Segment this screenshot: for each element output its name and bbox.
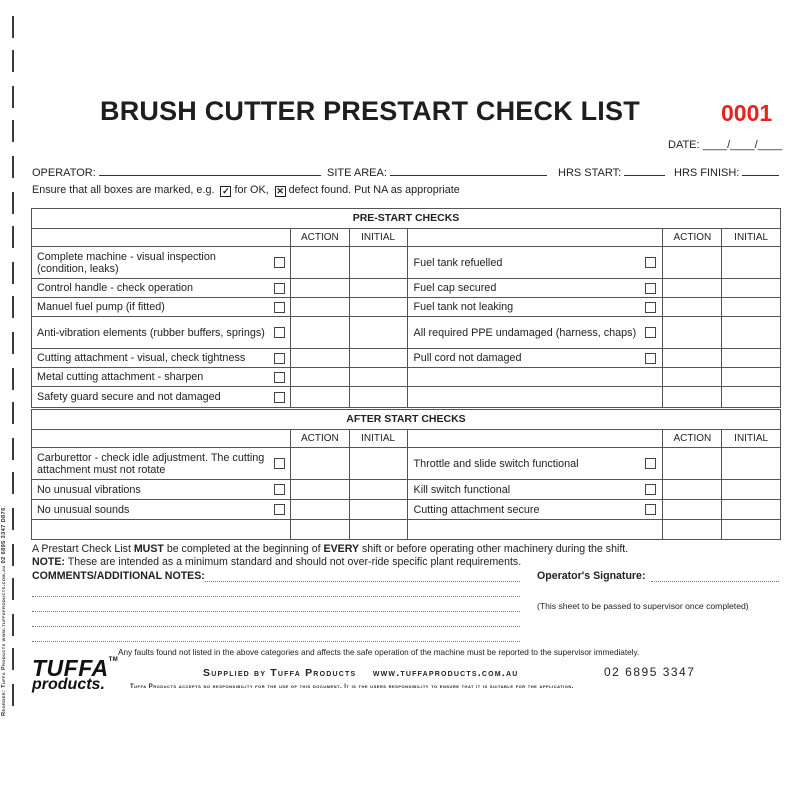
check-item-label: Fuel cap secured bbox=[413, 282, 497, 294]
check-item-left bbox=[32, 520, 291, 539]
action-cell[interactable] bbox=[663, 298, 722, 316]
initial-cell[interactable] bbox=[722, 317, 780, 348]
cut-mark bbox=[12, 438, 14, 460]
check-item-label: Kill switch functional bbox=[413, 483, 511, 496]
check-item-right bbox=[408, 448, 664, 479]
header-initial-left: INITIAL bbox=[350, 229, 408, 246]
mandate-mid: be completed at the beginning of bbox=[163, 543, 324, 555]
check-item-label: Control handle - check operation bbox=[37, 282, 194, 294]
supervisor-note: (This sheet to be passed to supervisor once completed) bbox=[537, 601, 749, 611]
check-item-label: Carburettor - check idle adjustment. The cutting attachment must not rotate bbox=[37, 451, 265, 476]
check-item-left bbox=[32, 247, 291, 278]
table-row bbox=[32, 448, 780, 480]
check-item-checkbox[interactable] bbox=[274, 392, 285, 403]
mandate-text bbox=[32, 543, 628, 569]
check-item-right bbox=[408, 368, 664, 386]
comments-line[interactable] bbox=[32, 640, 520, 642]
supplied-by bbox=[203, 667, 518, 679]
action-cell[interactable] bbox=[291, 279, 350, 297]
check-item-checkbox[interactable] bbox=[645, 484, 656, 495]
comments-line[interactable] bbox=[205, 580, 520, 582]
cut-mark bbox=[12, 16, 14, 38]
cut-mark bbox=[12, 262, 14, 284]
check-item-label: Fuel tank not leaking bbox=[413, 301, 514, 313]
comments-line[interactable] bbox=[32, 625, 520, 627]
check-item-left bbox=[32, 349, 291, 367]
check-item-checkbox[interactable] bbox=[645, 353, 656, 364]
hrs-start-label: HRS START: bbox=[558, 167, 622, 179]
action-cell[interactable] bbox=[663, 247, 722, 278]
check-item-label: Anti-vibration elements (rubber buffers, springs) bbox=[37, 326, 265, 339]
check-item-checkbox[interactable] bbox=[645, 458, 656, 469]
instructions bbox=[32, 184, 460, 197]
check-item-label: Metal cutting attachment - sharpen bbox=[37, 371, 204, 383]
action-cell[interactable] bbox=[663, 368, 722, 386]
site-area-label: SITE AREA: bbox=[327, 167, 387, 179]
cut-mark bbox=[12, 192, 14, 214]
check-item-left bbox=[32, 368, 291, 386]
check-item-label: Cutting attachment secure bbox=[413, 503, 540, 516]
note-text: These are intended as a minimum standard and should not over-ride specific plant requirements. bbox=[64, 556, 522, 568]
after-start-checks-table bbox=[31, 409, 781, 540]
check-item-right bbox=[408, 500, 664, 519]
signature-label: Operator's Signature: bbox=[537, 570, 646, 582]
date-value[interactable]: ____/____/____ bbox=[702, 139, 783, 151]
site-area-input[interactable] bbox=[390, 165, 547, 176]
cut-mark bbox=[12, 368, 14, 390]
mandate-line bbox=[32, 543, 628, 556]
header-item-left bbox=[32, 430, 291, 447]
cut-mark bbox=[12, 648, 14, 670]
check-item-left bbox=[32, 317, 291, 348]
initial-cell[interactable] bbox=[350, 368, 408, 386]
comments-line[interactable] bbox=[32, 610, 520, 612]
header-initial-right: INITIAL bbox=[734, 433, 769, 444]
header-item-left bbox=[32, 229, 291, 246]
table-row bbox=[32, 387, 780, 407]
check-item-right bbox=[408, 520, 664, 539]
check-item-checkbox[interactable] bbox=[274, 302, 285, 313]
operator-field[interactable] bbox=[32, 165, 321, 179]
action-cell[interactable] bbox=[663, 500, 722, 519]
check-item-checkbox[interactable] bbox=[274, 353, 285, 364]
page-title: BRUSH CUTTER PRESTART CHECK LIST bbox=[100, 96, 640, 126]
table-row bbox=[32, 520, 780, 539]
action-cell[interactable] bbox=[663, 349, 722, 367]
check-item-label: Cutting attachment - visual, check tightness bbox=[37, 352, 246, 364]
initial-cell[interactable] bbox=[722, 279, 780, 297]
after-start-title: AFTER START CHECKS bbox=[32, 410, 780, 430]
website-link[interactable]: www.tuffaproducts.com.au bbox=[372, 667, 519, 679]
initial-cell[interactable] bbox=[722, 387, 780, 407]
comments-line[interactable] bbox=[32, 595, 520, 597]
cut-mark bbox=[12, 120, 14, 142]
cut-mark bbox=[12, 50, 14, 72]
cut-mark bbox=[12, 226, 14, 248]
check-item-right bbox=[408, 349, 664, 367]
check-item-checkbox[interactable] bbox=[274, 257, 285, 268]
action-cell[interactable] bbox=[663, 448, 722, 479]
check-item-checkbox[interactable] bbox=[645, 257, 656, 268]
check-item-label: All required PPE undamaged (harness, chaps) bbox=[413, 326, 637, 339]
check-item-right bbox=[408, 480, 664, 499]
action-cell[interactable] bbox=[291, 349, 350, 367]
header-item-right bbox=[408, 229, 664, 246]
hrs-finish-label: HRS FINISH: bbox=[674, 167, 740, 179]
cut-mark bbox=[12, 156, 14, 178]
serial-number: 0001 bbox=[721, 100, 773, 126]
header-action-right: ACTION bbox=[663, 229, 722, 246]
initial-cell[interactable] bbox=[722, 298, 780, 316]
mandate-prefix: A Prestart Check List bbox=[32, 543, 134, 555]
cut-mark bbox=[12, 578, 14, 600]
initial-cell[interactable] bbox=[722, 368, 780, 386]
table-header-row bbox=[32, 229, 780, 247]
cut-marks bbox=[12, 0, 15, 785]
instructions-prefix: Ensure that all boxes are marked, e.g. bbox=[32, 184, 215, 196]
header-item-right bbox=[408, 430, 664, 447]
action-cell[interactable] bbox=[663, 480, 722, 499]
date-field[interactable] bbox=[668, 139, 782, 151]
action-cell[interactable] bbox=[291, 500, 350, 519]
action-cell[interactable] bbox=[663, 317, 722, 348]
pre-start-title: PRE-START CHECKS bbox=[32, 209, 780, 229]
check-item-left bbox=[32, 500, 291, 519]
supplied-by-text: Supplied by Tuffa Products bbox=[203, 667, 357, 679]
check-item-label: Safety guard secure and not damaged bbox=[37, 391, 221, 403]
disclaimer: Tuffa Products accepts no responsibility for the use of this document. It is the users responsibility to ensure that it is suitable for the application. bbox=[130, 684, 574, 690]
signature-line[interactable] bbox=[651, 580, 779, 582]
table-row bbox=[32, 298, 780, 317]
cut-mark bbox=[12, 508, 14, 530]
comments-label: COMMENTS/ADDITIONAL NOTES: bbox=[32, 570, 205, 582]
mandate-every: EVERY bbox=[323, 543, 360, 555]
check-item-left bbox=[32, 448, 291, 479]
cut-mark bbox=[12, 684, 14, 706]
action-cell[interactable] bbox=[291, 448, 350, 479]
instructions-ok: for OK, bbox=[234, 184, 269, 196]
table-row bbox=[32, 317, 780, 349]
initial-cell[interactable] bbox=[350, 349, 408, 367]
check-item-left bbox=[32, 298, 291, 316]
initial-cell[interactable] bbox=[350, 298, 408, 316]
hrs-finish-field[interactable] bbox=[674, 165, 779, 179]
phone-number: 02 6895 3347 bbox=[604, 665, 696, 679]
action-cell[interactable] bbox=[663, 520, 722, 539]
initial-cell[interactable] bbox=[350, 448, 408, 479]
check-item-left bbox=[32, 279, 291, 297]
action-cell[interactable] bbox=[291, 247, 350, 278]
initial-cell[interactable] bbox=[722, 247, 780, 278]
action-cell[interactable] bbox=[663, 279, 722, 297]
initial-cell[interactable] bbox=[722, 520, 780, 539]
initial-cell[interactable] bbox=[722, 349, 780, 367]
hrs-finish-input[interactable] bbox=[742, 165, 779, 176]
check-item-right bbox=[408, 317, 664, 348]
cut-mark bbox=[12, 402, 14, 424]
note-line bbox=[32, 556, 628, 569]
logo-subtext: products. bbox=[32, 676, 105, 693]
pre-start-checks-table bbox=[31, 208, 781, 408]
check-item-label: Complete machine - visual inspection (condition, leaks) bbox=[37, 250, 216, 275]
instructions-defect: defect found. Put NA as appropriate bbox=[288, 184, 460, 196]
check-item-label: Manuel fuel pump (if fitted) bbox=[37, 301, 165, 313]
check-item-left bbox=[32, 480, 291, 499]
check-item-checkbox[interactable] bbox=[645, 302, 656, 313]
cross-box-icon: ✕ bbox=[276, 186, 284, 196]
note-label: NOTE: bbox=[32, 556, 65, 568]
check-item-right bbox=[408, 298, 664, 316]
table-row bbox=[32, 279, 780, 298]
initial-cell[interactable] bbox=[350, 279, 408, 297]
header-action-left: ACTION bbox=[291, 430, 350, 447]
cut-mark bbox=[12, 472, 14, 494]
mandate-must: MUST bbox=[133, 543, 164, 555]
check-item-label: Throttle and slide switch functional bbox=[413, 457, 579, 470]
check-item-checkbox[interactable] bbox=[274, 327, 285, 338]
site-area-field[interactable] bbox=[327, 165, 547, 179]
table-header-row bbox=[32, 430, 780, 448]
action-cell[interactable] bbox=[291, 317, 350, 348]
initial-cell[interactable] bbox=[350, 480, 408, 499]
initial-cell[interactable] bbox=[350, 520, 408, 539]
check-item-checkbox[interactable] bbox=[645, 283, 656, 294]
check-item-checkbox[interactable] bbox=[274, 484, 285, 495]
operator-label: OPERATOR: bbox=[32, 167, 96, 179]
header-initial-left: INITIAL bbox=[350, 430, 408, 447]
action-cell[interactable] bbox=[291, 387, 350, 407]
check-item-label: Fuel tank refuelled bbox=[413, 256, 503, 269]
table-row bbox=[32, 349, 780, 368]
action-cell[interactable] bbox=[663, 387, 722, 407]
mandate-suffix: shift or before operating other machinery during the shift. bbox=[359, 543, 629, 555]
table-row bbox=[32, 247, 780, 279]
reorder-side-text: Reorder: Tuffa Products www.tuffaproducts.com.au 02 6895 3347 D876 bbox=[1, 507, 7, 716]
faults-note: Any faults found not listed in the above categories and affects the safe operation of the machine must be reported to the supervisor immediately. bbox=[118, 648, 640, 657]
check-item-right bbox=[408, 279, 664, 297]
cut-mark bbox=[12, 332, 14, 354]
header-initial-right: INITIAL bbox=[734, 232, 769, 243]
check-item-right bbox=[408, 247, 664, 278]
check-item-checkbox[interactable] bbox=[274, 283, 285, 294]
check-item-right bbox=[408, 387, 664, 407]
header-action-left: ACTION bbox=[291, 229, 350, 246]
check-item-label: No unusual vibrations bbox=[37, 483, 141, 496]
logo-tm: TM bbox=[108, 657, 119, 663]
hrs-start-input[interactable] bbox=[624, 165, 665, 176]
operator-input[interactable] bbox=[99, 165, 321, 176]
initial-cell[interactable] bbox=[350, 387, 408, 407]
table-row bbox=[32, 500, 780, 520]
tuffa-logo bbox=[32, 657, 118, 693]
initial-cell[interactable] bbox=[722, 480, 780, 499]
initial-cell[interactable] bbox=[350, 317, 408, 348]
check-item-checkbox[interactable] bbox=[274, 458, 285, 469]
check-item-label: Pull cord not damaged bbox=[413, 352, 522, 364]
checkmark-box-icon: ✓ bbox=[222, 186, 230, 196]
initial-cell[interactable] bbox=[350, 247, 408, 278]
action-cell[interactable] bbox=[291, 480, 350, 499]
logo-top-text: TUFFA bbox=[32, 655, 109, 681]
cut-mark bbox=[12, 544, 14, 566]
header-action-right: ACTION bbox=[663, 430, 722, 447]
cut-mark bbox=[12, 614, 14, 636]
cut-mark bbox=[12, 86, 14, 108]
cut-mark bbox=[12, 296, 14, 318]
check-item-left bbox=[32, 387, 291, 407]
table-row bbox=[32, 368, 780, 387]
check-item-label: No unusual sounds bbox=[37, 503, 130, 516]
check-item-checkbox[interactable] bbox=[274, 372, 285, 383]
table-row bbox=[32, 480, 780, 500]
initial-cell[interactable] bbox=[722, 448, 780, 479]
hrs-start-field[interactable] bbox=[558, 165, 665, 179]
initial-cell[interactable] bbox=[350, 500, 408, 519]
initial-cell[interactable] bbox=[722, 500, 780, 519]
action-cell[interactable] bbox=[291, 520, 350, 539]
check-item-checkbox[interactable] bbox=[645, 327, 656, 338]
action-cell[interactable] bbox=[291, 298, 350, 316]
check-item-checkbox[interactable] bbox=[645, 504, 656, 515]
date-label: DATE: bbox=[668, 139, 700, 151]
action-cell[interactable] bbox=[291, 368, 350, 386]
check-item-checkbox[interactable] bbox=[274, 504, 285, 515]
